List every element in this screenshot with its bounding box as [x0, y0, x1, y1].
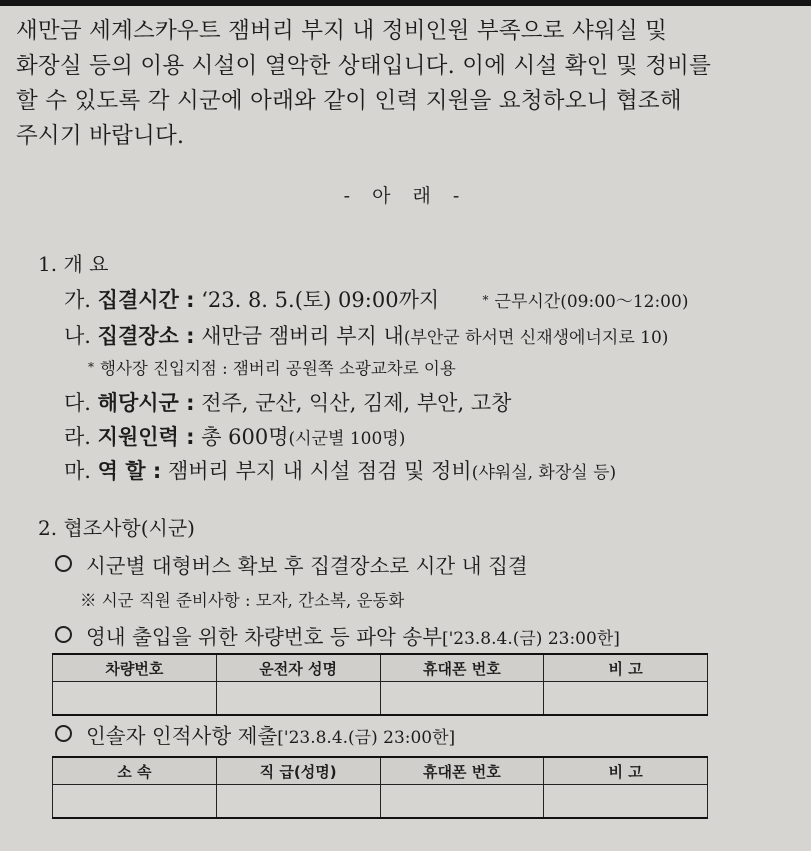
- item-value-small: (샤워실, 화장실 등): [471, 463, 617, 483]
- item-label: 해당시군 :: [97, 391, 195, 415]
- table-cell: [380, 682, 544, 716]
- col-phone: 휴대폰 번호: [380, 654, 544, 682]
- intro-line: 새만금 세계스카우트 잼버리 부지 내 정비인원 부족으로 샤워실 및: [16, 18, 668, 44]
- top-rule: [0, 0, 811, 6]
- item-label: 집결시간 :: [97, 288, 195, 312]
- table-cell: [53, 682, 217, 716]
- col-affiliation: 소 속: [53, 757, 217, 785]
- entry-point-note: [88, 355, 456, 379]
- staff-prep-note: ※ 시군 직원 준비사항 : 모자, 간소복, 운동화: [80, 591, 405, 610]
- item-role: [64, 455, 616, 485]
- intro-paragraph: [16, 14, 801, 154]
- item-target-cities: [64, 387, 511, 417]
- item-prefix: 다.: [64, 391, 91, 415]
- leader-table: [52, 756, 708, 819]
- vehicle-table: [52, 653, 708, 716]
- item-value-small: (부안군 하서면 신재생에너지로 10): [403, 328, 669, 348]
- bullet-leader: [55, 719, 455, 749]
- item-value: 잼버리 부지 내 시설 점검 및 정비: [167, 459, 472, 483]
- intro-line: 할 수 있도록 각 시군에 아래와 같이 인력 지원을 요청하오니 협조해: [16, 88, 682, 114]
- col-remarks: 비 고: [544, 654, 708, 682]
- deadline: ['23.8.4.(금) 23:00한]: [441, 629, 620, 649]
- entry-point-text: 행사장 진입지점 : 잼버리 공원쪽 소광교차로 이용: [100, 359, 456, 378]
- item-value-small: (시군별 100명): [288, 429, 406, 449]
- table-cell: [380, 785, 544, 819]
- table-cell: [216, 682, 380, 716]
- table-row: [53, 785, 708, 819]
- item-gather-place: [64, 320, 668, 350]
- item-label: 지원인력 :: [97, 425, 195, 449]
- item-value: 새만금 잼버리 부지 내: [201, 324, 404, 348]
- item-value: 총 600명: [201, 425, 289, 449]
- item-prefix: 가.: [64, 288, 91, 312]
- col-driver-name: 운전자 성명: [216, 654, 380, 682]
- table-cell: [53, 785, 217, 819]
- deadline: ['23.8.4.(금) 23:00한]: [277, 728, 456, 748]
- table-cell: [544, 785, 708, 819]
- bullet-vehicle: [55, 620, 620, 650]
- item-label: 역 할 :: [97, 459, 162, 483]
- item-gather-time: [64, 284, 688, 314]
- circle-bullet-icon: [55, 725, 72, 742]
- item-value: 전주, 군산, 익산, 김제, 부안, 고창: [201, 391, 512, 415]
- item-label: 집결장소 :: [97, 324, 195, 348]
- section1-heading: 1. 개 요: [38, 252, 109, 276]
- col-rank-name: 직 급(성명): [216, 757, 380, 785]
- item-prefix: 라.: [64, 425, 91, 449]
- bullet-bus: [55, 549, 528, 579]
- bullet-text: 인솔자 인적사항 제출: [86, 724, 278, 748]
- bullet-text: 시군별 대형버스 확보 후 집결장소로 시간 내 집결: [86, 554, 528, 578]
- col-vehicle-number: 차량번호: [53, 654, 217, 682]
- item-value: ‘23. 8. 5.(토) 09:00까지: [201, 288, 440, 312]
- table-cell: [544, 682, 708, 716]
- col-remarks: 비 고: [544, 757, 708, 785]
- table-cell: [216, 785, 380, 819]
- item-prefix: 마.: [64, 459, 91, 483]
- star-mark: *: [482, 293, 489, 307]
- circle-bullet-icon: [55, 555, 72, 572]
- circle-bullet-icon: [55, 626, 72, 643]
- star-mark: *: [88, 360, 94, 374]
- col-phone: 휴대폰 번호: [380, 757, 544, 785]
- item-prefix: 나.: [64, 324, 91, 348]
- item-note: 근무시간(09:00～12:00): [494, 292, 689, 312]
- item-support-staff: [64, 421, 405, 451]
- notice-title: - 아 래 -: [343, 185, 468, 207]
- intro-line: 주시기 바랍니다.: [16, 123, 185, 149]
- section2-heading: 2. 협조사항(시군): [38, 516, 195, 540]
- intro-line: 화장실 등의 이용 시설이 열악한 상태입니다. 이에 시설 확인 및 정비를: [16, 53, 712, 79]
- bullet-text: 영내 출입을 위한 차량번호 등 파악 송부: [86, 625, 442, 649]
- table-row: [53, 682, 708, 716]
